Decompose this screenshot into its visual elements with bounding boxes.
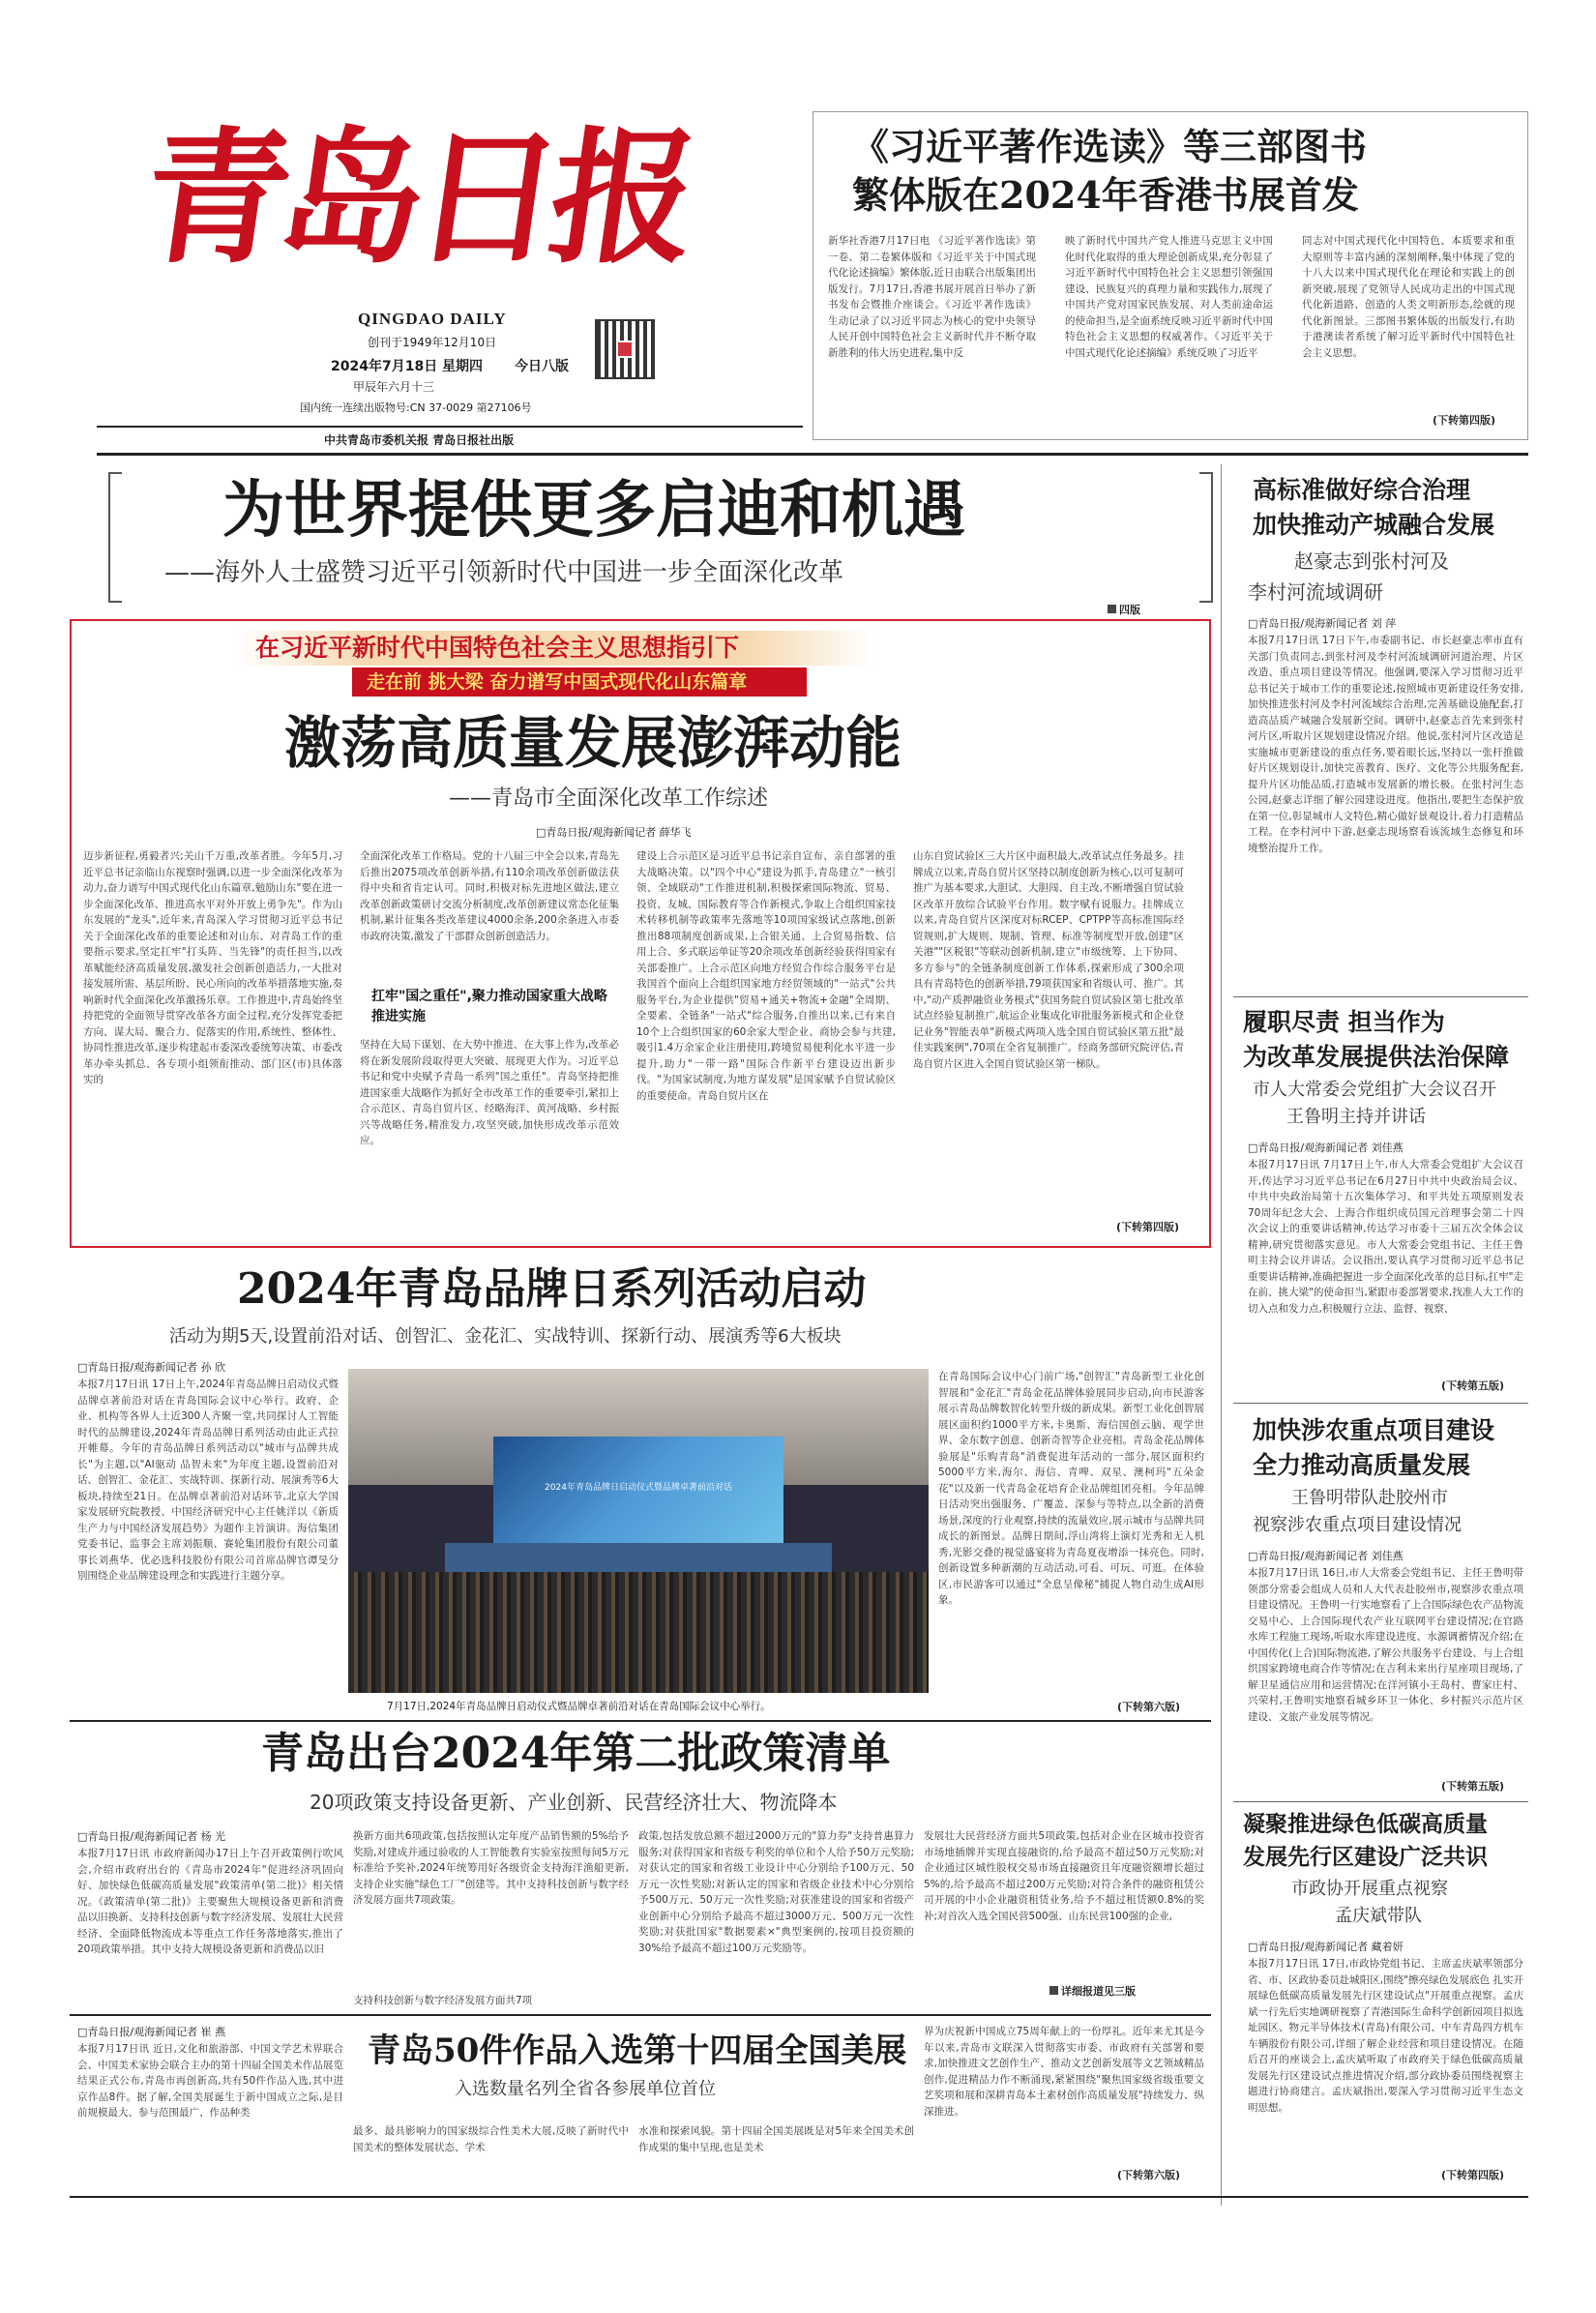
brand-day-title: 2024年青岛品牌日系列活动启动: [237, 1264, 867, 1314]
brand-day-col-1: 本报7月17日讯 17日上午,2024年青岛品牌日启动仪式暨品牌卓著前沿对话在青岛国际会议中心举行。政府、企业、机构等各界人士近300人齐聚一堂,共同探讨人工智能时代的品牌建设,2024年青岛品牌日系列活动由此正式拉开帷幕。今年的青岛品牌日系列活动以"城市与品牌共成长"为主题,以"AI驱动 品智未来"为年度主题,设置前沿对话、创智汇、金花汇、实战特训、探新行动、展演秀等6大板块,持续至21日。在品牌卓著前沿对话环节,北京大学国家发展研究院教授、中国经济研究中心主任姚洋以《新质生产力与中国经济发展趋势》为题作主旨演讲。海信集团党委书记、监事会主席刘振顺、赛轮集团股份有限公司董事长刘燕华、优必选科技股份有限公司首席品牌官谭旻分别围绕企业品牌建设理念和实践进行主题分享。: [77, 1379, 339, 1582]
masthead-founded: 创刊于1949年12月10日: [368, 336, 497, 349]
side4-body: 本报7月17日讯 17日,市政协党组书记、主席孟庆斌率领部分省、市、区政协委员赴城阳区,围绕"擦亮绿色发展底色 扎实开展绿色低碳高质量发展先行区建设试点"开展重点视察。孟庆斌一行先后实地调研视察了青港国际生命科学创新园项目拟选址园区、物元半导体技术(青岛)有限公司、中车青岛四方机车车辆股份有限公司,详细了解企业经营和项目建设情况。在随后召开的座谈会上,孟庆斌听取了市政府关于绿色低碳高质量发展先行区建设试点推进情况介绍,部分政协委员围绕视察主题进行协商建言。孟庆斌指出,要深入学习贯彻习近平生态文明思想。: [1248, 1958, 1523, 2114]
qr-code: [595, 319, 655, 379]
art-subtitle: 入选数量名列全省各参展单位首位: [455, 2079, 716, 2099]
side2-sub-2: 王鲁明主持并讲话: [1286, 1107, 1426, 1127]
art-byline: □青岛日报/观海新闻记者 崔 燕: [77, 2026, 226, 2038]
art-col-3: 水准和探索风貌。第十四届全国美展既是对5年来全国美术创作成果的集中呈现,也是美术: [638, 2125, 914, 2153]
photo-stage: [445, 1543, 832, 1572]
bottom-rule: [70, 2196, 1528, 2198]
side1-body: 本报7月17日讯 17日下午,市委副书记、市长赵豪志率市直有关部门负责同志,到张村河及李村河流域调研河道治理、片区改造、重点项目建设等情况。他强调,要深入学习贯彻习近平总书记关于城市工作的重要论述,按照城市更新建设任务安排,加快推进张村河及李村河流域综合治理,完善基础设施配套,打造高品质产城融合发展新空间。调研中,赵豪志首先来到张村河片区,听取片区规划建设情况介绍。他说,张村河片区改造是实施城市更新建设的重点任务,要着眼长远,坚持以一张杆推做好片区规划设计,加快完善教育、医疗、文化等公共服务配套,提升片区功能品质,打造城市发展新的增长极。在张村河生态公园,赵豪志详细了解公园建设进度。他指出,要把生态保护放在第一位,彰显城市人文特色,精心做好景观设计,着力打造精品工程。在李村河中下游,赵豪志现场察看该流域生态修复和环境整治提升工作。: [1248, 635, 1523, 854]
side3-sub-2: 视察涉农重点项目建设情况: [1253, 1515, 1462, 1535]
side-rule-2: [1233, 1403, 1528, 1404]
side2-title-1: 履职尽责 担当作为: [1243, 1008, 1445, 1036]
section-rule-2: [70, 2014, 1211, 2016]
brand-day-photo-caption: 7月17日,2024年青岛品牌日启动仪式暨品牌卓著前沿对话在青岛国际会议中心举行。: [387, 1701, 771, 1712]
square-icon: [1108, 605, 1116, 613]
side4-sub-1: 市政协开展重点视察: [1291, 1879, 1448, 1899]
photo-audience: [348, 1572, 929, 1693]
masthead-issn: 国内统一连续出版物号:CN 37-0029 第27106号: [300, 401, 532, 414]
side4-byline: □青岛日报/观海新闻记者 藏着妍: [1248, 1941, 1404, 1953]
side4-title-1: 凝聚推进绿色低碳高质量: [1243, 1811, 1488, 1837]
masthead: [97, 77, 803, 426]
side2-sub-1: 市人大常委会党组扩大会议召开: [1253, 1080, 1496, 1100]
lead-bracket-left: [108, 472, 122, 603]
policy-byline: □青岛日报/观海新闻记者 杨 光: [77, 1830, 226, 1843]
side1-byline: □青岛日报/观海新闻记者 刘 萍: [1248, 617, 1397, 630]
art-col-1: 本报7月17日讯 近日,文化和旅游部、中国文学艺术界联合会、中国美术家协会联合主办的第十四届全国美术作品展览结果正式公布,青岛市再创新高,共有50件作品入选,其中进京作品8件。据了解,全国美展诞生于新中国成立之际,是目前规模最大、参与范围最广、作品种类: [77, 2043, 343, 2119]
side4-title-2: 发展先行区建设广泛共识: [1243, 1844, 1488, 1870]
brand-day-col-2: 在青岛国际会议中心门前广场,"创智汇"青岛新型工业化创智展和"金花汇"青岛金花品牌体验展同步启动,向市民游客展示青岛品牌数智化转型升级的新成果。新型工业化创智展展区面积约1000平方米,卡奥斯、海信国创云脑、观学世界、金东数字创意、创新奇智等企业亮相。青岛金花品牌体验展是"乐购青岛"消费促进年活动的一部分,展区面积约5000平方米,海尔、海信、青啤、双星、澳柯玛"五朵金花"以及新一代青岛金花培育企业品牌组团亮相。今年品牌日活动突出强服务、广覆盖、深参与等特点,以全新的消费场景,深度的行业观察,持续的流量效应,展示城市与品牌共同成长的新图景。品牌日期间,浮山湾将上演灯光秀和无人机秀,光影交叠的视觉盛宴将为青岛夏夜增添一抹亮色。同时,创新设置多种新潮的互动活动,可看、可玩、可逛。在体验区,市民游客可以通过"全息呈像秘"捕捉人物自动生成AI形象。: [938, 1371, 1204, 1606]
side1-title-1: 高标准做好综合治理: [1253, 476, 1471, 504]
side3-byline: □青岛日报/观海新闻记者 刘佳燕: [1248, 1550, 1404, 1562]
brand-day-turn: (下转第六版): [1117, 1701, 1181, 1713]
policy-col-3: 政策,包括发放总额不超过2000万元的"算力券"支持普惠算力服务;对获得国家和省级专利奖的单位和个人给予50万元奖励;对获认定的国家和省级工业设计中心分别给予100万元、50万元一次性奖励;对新认定的国家和省级企业技术中心分别给予500万元、50万元一次性奖励;对获准建设的国家和省级产业创新中心分别给予最高不超过3000万元、500万元一次性奖励;对获批国家"数据要素×"典型案例的,按项目投资额的30%给予最高不超过100万元奖励等。: [638, 1830, 914, 1954]
lead-page-ref-text: 四版: [1119, 604, 1140, 616]
top-story-title-2: 繁体版在2024年香港书展首发: [852, 173, 1359, 217]
masthead-date: 2024年7月18日 星期四: [331, 359, 484, 374]
sidebar-divider: [1221, 464, 1222, 2206]
top-story-title-1: 《习近平著作选读》等三部图书: [852, 125, 1368, 168]
policy-subtitle: 20项政策支持设备更新、产业创新、民营经济壮大、物流降本: [310, 1791, 838, 1814]
masthead-divider: [97, 426, 803, 428]
feature-turn: (下转第四版): [1116, 1221, 1180, 1233]
masthead-sponsor: 中共青岛市委机关报 青岛日报社出版: [324, 433, 515, 447]
policy-col-4: 发展壮大民营经济方面共5项政策,包括对企业在区城市投资省市场地插牌并实现直接融资的,给予最高不超过50万元奖励;对企业通过区城性股权交易市场直接融资且年度融资额增长超过5%的,给予最高不超过200万元奖励;对符合条件的融资租赁公司开展的中小企业融资租赁业务,给予不超过租赁额0.8%的奖补;对首次入选全国民营500强、山东民营100强的企业,: [924, 1830, 1204, 1922]
side-rule-1: [1233, 996, 1528, 997]
policy-title: 青岛出台2024年第二批政策清单: [261, 1729, 891, 1778]
masthead-english: QINGDAO DAILY: [358, 310, 507, 328]
side1-sub-1: 赵豪志到张村河及: [1294, 549, 1449, 573]
top-story-col-3: 同志对中国式现代化中国特色、本质要求和重大原则等丰富内涵的深刻阐释,集中体现了党的十八大以来中国式现代化在理论和实践上的创新突破,展现了党领导人民成功走出的中国式现代化新道路、创造的人类文明新形态,绘就的现代化新图景。三部图书繁体版的出版发行,有助于港澳读者系统了解习近平新时代中国特色社会主义思想。: [1302, 235, 1515, 359]
policy-col-2-tail: 支持科技创新与数字经济发展方面共7项: [353, 1995, 533, 2006]
policy-detail: [1049, 1983, 1136, 1999]
section-rule-1: [70, 1720, 1211, 1722]
feature-col-3: 建设上合示范区是习近平总书记亲自宣布、亲自部署的重大战略决策。以"四个中心"建设为抓手,青岛建立"一核引领、全域联动"工作推进机制,积极探索国际物流、贸易、投资、友城、国际教育等合作新模式,争取上合组织国家技术转移机制等政策率先落地等10项国家级试点落地,创新推出88项制度创新成果,上合银关通、上合贸易指数、信用上合、多式联运单证等20余项改革创新经验获得国家有关部委推广。上合示范区向地方经贸合作综合服务平台是我国首个面向上合组织国家地方经贸领域的"一站式"公共服务平台,为企业提供"贸易+通关+物流+金融"全周期、全要素、全链条"一站式"综合服务,自推出以来,已有来自10个上合组织国家的60余家大型企业、商协会参与共建,吸引1.4万余家企业注册使用,跨境贸易便利化水平进一步提升,助力"一带一路"国际合作新平台建设迈出新步伐。"为国家试制度,为地方谋发展"是国家赋予自贸试验区的重要使命。青岛自贸片区在: [636, 850, 896, 1102]
art-title: 青岛50件作品入选第十四届全国美展: [368, 2031, 907, 2070]
masthead-pages: 今日八版: [515, 359, 569, 374]
side3-sub-1: 王鲁明带队赴胶州市: [1291, 1488, 1448, 1508]
side3-body: 本报7月17日讯 16日,市人大常委会党组书记、主任王鲁明带领部分常委会组成人员和人大代表赴胶州市,视察涉农重点项目建设情况。王鲁明一行实地察看了上合国际绿色农产品物流交易中心、上合国际现代农产业互联网平台建设情况;在官路水库工程施工现场,听取水库建设进度、水源调蓄情况介绍;在中国传化(上合)国际物流港,了解公共服务平台建设、与上合组织国家跨境电商合作等情况;在吉利未来出行星座项目现场,了解卫星通信应用和运营情况;在洋河镇小王岛村、曹家庄村、兴荣村,王鲁明实地察看城乡环卫一体化、乡村振兴示范片区建设、文旅产业发展等情况。: [1248, 1567, 1523, 1723]
lead-page-ref: [1108, 602, 1140, 617]
side2-turn: (下转第五版): [1441, 1379, 1505, 1392]
feature-subtitle: ——青岛市全面深化改革工作综述: [449, 786, 769, 811]
top-story: [813, 111, 1528, 440]
feature-title: 激荡高质量发展澎湃动能: [284, 710, 902, 776]
side2-title-2: 为改革发展提供法治保障: [1243, 1043, 1510, 1071]
art-col-2: 最多、最具影响力的国家级综合性美术大展,反映了新时代中国美术的整体发展状态、学术: [353, 2125, 629, 2153]
top-rule: [97, 453, 1528, 456]
masthead-lunar: 甲辰年六月十三: [353, 380, 435, 394]
brand-day-byline: □青岛日报/观海新闻记者 孙 欣: [77, 1361, 226, 1374]
side4-turn: (下转第四版): [1441, 2169, 1505, 2181]
side4-sub-2: 孟庆斌带队: [1335, 1906, 1422, 1926]
policy-col-1: 本报7月17日讯 市政府新闻办17日上午召开政策例行吹风会,介绍市政府出台的《青岛市2024年"促进经济巩固向好、加快绿色低碳高质量发展"政策清单(第二批)》相关情况。《政策清单(第二批)》主要聚焦大规模设备更新和消费品以旧换新、支持科技创新与数字经济发展、发展壮大民营经济、全面降低物流成本等重点工作任务落地落实,推出了20项政策举措。其中支持大规模设备更新和消费品以旧: [77, 1848, 343, 1955]
top-story-col-1: 新华社香港7月17日电 《习近平著作选读》第一卷、第二卷繁体版和《习近平关于中国式现代化论述摘编》繁体版,近日由联合出版集团出版发行。7月17日,香港书展开展首日举办了新书发布会暨推介座谈会。《习近平著作选读》生动记录了以习近平同志为核心的党中央领导人民开创中国特色社会主义新时代并不断夺取新胜利的伟大历史进程,集中反: [828, 235, 1036, 359]
brand-day-subtitle: 活动为期5天,设置前沿对话、创智汇、金花汇、实战特训、探新行动、展演秀等6大板块: [169, 1326, 842, 1347]
photo-stage-text: 2024年青岛品牌日启动仪式暨品牌卓著前沿对话: [545, 1483, 732, 1493]
masthead-logo: 青岛日报: [133, 113, 699, 283]
feature-col-4: 山东自贸试验区三大片区中面积最大,改革试点任务最多。挂牌成立以来,青岛自贸片区坚持以制度创新为核心,以可复制可推广为基本要求,大胆试、大胆闯、自主改,不断增强自贸试验区改革开放综合试验平台作用。数字赋有说服力。挂牌成立以来,青岛自贸片区深度对标RCEP、CPTPP等高标准国际经贸规则,扩大规则、规制、管理、标准等制度型开放,创建"区关港""区税银"等联动创新机制,建立"市级统筹、上下协同、多方参与"的全链条制度创新工作体系,探索形成了300余项具有青岛特色的创新举措,79项获国家和省级认可、推广。其中,"动产质押融资业务模式"获国务院自贸试验区第七批改革试点经验复制推广,航运企业集成化审批服务新模式和企业登记业务"智能表单"新模式两项入选全国自贸试验区第五批"最佳实践案例",70项在全省复制推广。经商务部研究院评估,青岛自贸片区进入全国自贸试验区第一梯队。: [913, 850, 1184, 1070]
side2-byline: □青岛日报/观海新闻记者 刘佳燕: [1248, 1142, 1404, 1154]
lead-subtitle: ——海外人士盛赞习近平引领新时代中国进一步全面深化改革: [164, 558, 844, 587]
top-story-turn: (下转第四版): [1433, 414, 1496, 427]
square-icon: [1049, 1986, 1058, 1995]
side3-turn: (下转第五版): [1441, 1780, 1505, 1793]
feature-banner-line-1: 在习近平新时代中国特色社会主义思想指引下: [255, 634, 740, 662]
side3-title-1: 加快涉农重点项目建设: [1253, 1416, 1495, 1444]
lead-bracket-right: [1199, 472, 1213, 603]
feature-col-2: 全面深化改革工作格局。党的十八届三中全会以来,青岛先后推出2075项改革创新举措,有110余项改革创新做法获得中央和省肯定认可。同时,积极对标先进地区做法,建立改革创新政策研讨交流分析制度,改革创新建议常态化征集机制,累计征集各类改革建议4000余条,200余条进入市委市政府决策,激发了干部群众创新创造活力。: [360, 850, 619, 942]
lead-title: 为世界提供更多启迪和机遇: [222, 474, 965, 547]
brand-day-photo: [348, 1369, 929, 1693]
art-col-4: 界为庆祝新中国成立75周年献上的一份厚礼。近年来尤其是今年以来,青岛市文联深入贯彻落实市委、市政府有关部署和要求,加快推进文艺创作生产、推动文艺创新发展等文艺领域精品创作,促进精品力作不断涌现,紧紧围绕"聚焦国家级省级重要文艺奖项和展和深耕青岛本土素材创作高质量发展"持续发力、纵深推进。: [924, 2026, 1204, 2118]
policy-detail-text: 详细报道见三版: [1061, 1985, 1136, 1998]
art-turn: (下转第六版): [1117, 2169, 1181, 2181]
feature-banner-line-2: 走在前 挑大梁 奋力谱写中国式现代化山东篇章: [367, 671, 748, 693]
feature-byline: □青岛日报/观海新闻记者 薛华飞: [536, 826, 692, 839]
feature-box: [70, 619, 1211, 1248]
side1-sub-2: 李村河流域调研: [1248, 580, 1383, 604]
side-rule-3: [1233, 1801, 1528, 1802]
side3-title-2: 全力推动高质量发展: [1253, 1451, 1471, 1479]
side1-title-2: 加快推动产城融合发展: [1253, 511, 1495, 539]
side2-body: 本报7月17日讯 7月17日上午,市人大常委会党组扩大会议召开,传达学习习近平总书记在6月27日中共中央政治局会议、中共中央政治局第十五次集体学习、和平共处五项原则发表70周年纪念大会、上海合作组织成员国元首理事会第二十四次会议上的重要讲话精神,传达学习市委十三届五次全体会议精神,研究贯彻落实意见。市人大常委会党组书记、主任王鲁明主持会议并讲话。会议指出,要认真学习贯彻习近平总书记重要讲话精神,准确把握进一步全面深化改革的总目标,扛牢"走在前、挑大梁"的使命担当,紧跟市委部署要求,找准人大工作的切入点和发力点,积极履行立法、监督、视察、: [1248, 1159, 1523, 1315]
feature-col-2b: 坚持在大局下谋划、在大势中推进、在大事上作为,改革必将在新发展阶段取得更大突破、展现更大作为。习近平总书记和党中央赋予青岛一系列"国之重任"。青岛坚持把推进国家重大战略作为抓好全市改革工作的重要牵引,紧扣上合示范区、青岛自贸片区、经略海洋、黄河战略、乡村振兴等战略任务,精准发力,攻坚突破,加快形成改革示范效应。: [360, 1039, 619, 1146]
feature-col-1: 迈步新征程,勇毅者兴;关山千万重,改革者胜。今年5月,习近平总书记亲临山东视察时强调,以进一步全面深化改革为动力,奋力谱写中国式现代化山东篇章,勉励山东"要在进一步全面深化改革、推进高水平对外开放上勇争先"。作为山东发展的"龙头",近年来,青岛深入学习贯彻习近平总书记关于全面深化改革的重要论述和对山东、对青岛工作的重要指示要求,坚定扛牢"打头阵、当先锋"的责任担当,以改革赋能经济高质量发展,激发社会创新创造活力,一大批对接发展所需、基层所盼、民心所向的改革举措落地实施,奏响新时代全面深化改革激扬乐章。工作推进中,青岛始终坚持把党的全面领导贯穿改革各方面全过程,充分发挥党委把方向、谋大局、聚合力、促落实的作用,系统性、整体性、协同性推进改革,逐步构建起市委深改委统筹决策、市委改革办牵头抓总、各专项小组领衔推动、部门区(市)具体落实的: [83, 850, 342, 1085]
policy-col-2: 换新方面共6项政策,包括按照认定年度产品销售额的5%给予奖励,对建成并通过验收的人工智能教育实验室按照每间5万元标准给予奖补,2024年统筹用好各级资金支持海洋渔船更新,支持企业实施"绿色工厂"创建等。其中支持科技创新与数字经济发展方面共7项政策。: [353, 1830, 629, 1906]
top-story-col-2: 映了新时代中国共产党人推进马克思主义中国化时代化取得的重大理论创新成果,充分彰显了习近平新时代中国特色社会主义思想引领强国建设、民族复兴的真理力量和实践伟力,展现了中国共产党对国家民族发展、对人类前途命运的使命担当,是全面系统反映习近平新时代中国特色社会主义思想的权威著作。《习近平关于中国式现代化论述摘编》系统反映了习近平: [1065, 235, 1273, 359]
feature-col-2-heading: 扛牢"国之重任",聚力推动国家重大战略推进实施: [371, 989, 607, 1024]
feature-banner: [236, 631, 874, 698]
